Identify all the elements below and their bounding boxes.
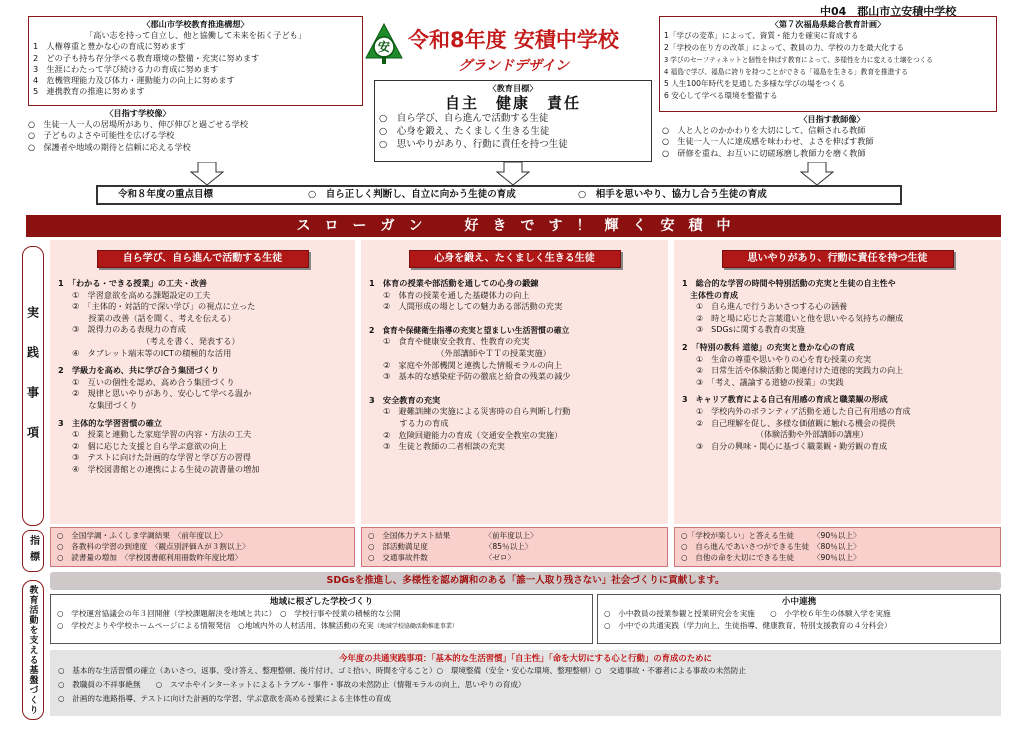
list-item: ② 個に応じた支援と自ら学ぶ意欲の向上 <box>72 440 227 451</box>
list-item: 2 どの子も持ち存分学べる教育環境の整備・充実に努めます <box>33 52 260 63</box>
list-item: ② 日常生活や体験活動と関連付けた道徳的実践力の向上 <box>696 366 904 376</box>
support-label-box <box>22 580 44 720</box>
city-plan-heading: 〈郡山市学校教育推進構想〉 <box>142 19 249 29</box>
support-label: 教育活動を支える基盤づくり <box>27 585 38 715</box>
list-item: 主体性の育成 <box>682 290 738 300</box>
list-item: 3 安全教育の充実 <box>369 394 441 405</box>
indicator-item: ○ 全国体力テスト結果 〈前年度以上〉 <box>368 531 538 540</box>
list-item: ③ テストに向けた計画的な学習と学び方の習得 <box>72 452 251 463</box>
list-item: 3 生涯にわたって学び続ける力の育成に努めます <box>33 63 219 74</box>
indicator-item: ○ 自ら進んであいさつができる生徒 〈80％以上〉 <box>681 542 861 551</box>
indicator-item: ○ 全国学調・ふくしま学調結果 〈前年度以上〉 <box>57 531 227 540</box>
indicator-item: ○ 自他の命を大切にできる生徒 〈90％以上〉 <box>681 553 861 562</box>
common-practice-box <box>50 650 1001 716</box>
column-title: 思いやりがあり、行動に責任を持つ生徒 <box>722 250 954 268</box>
community-line-1: ○ 学校運営協議会の年３回開催（学校課題解決を地域と共に） ○ 学校行事や授業の積極的な公開 <box>57 609 401 619</box>
list-item: する力の育成 <box>383 417 449 428</box>
list-item: 2「学校の在り方の改革」によって、教員の力、学校の力を最大化する <box>664 43 905 53</box>
list-item: ② 「主体的・対話的で深い学び」の視点に立った <box>72 301 256 312</box>
fukushima-plan-box <box>659 16 997 112</box>
list-item: ① 食育や健康安全教育、性教育の充実 <box>383 336 530 347</box>
practice-column-3 <box>674 240 1001 524</box>
list-item: ② 人間形成の場としての魅力ある部活動の充実 <box>383 301 563 312</box>
list-item: ○ 心身を鍛え、たくましく生きる生徒 <box>379 126 550 138</box>
list-item: 6 安心して学べる環境を整備する <box>664 91 778 101</box>
list-item: ○ 思いやりがあり、行動に責任を持つ生徒 <box>379 139 568 151</box>
list-item: （体験活動や外部講師の講座） <box>696 430 868 440</box>
list-item: 3 学びのセーフティネットと個性を伸ばす教育によって、多様性を力に変える土壌をつくる <box>664 56 933 65</box>
teacher-goal <box>662 114 1002 159</box>
list-item: ③ 基本的な感染症予防の徹底と給食の残菜の減少 <box>383 371 571 382</box>
list-item: ③ 自分の興味・関心に基づく職業観・勤労観の育成 <box>696 441 888 451</box>
elementary-link-title: 小中連携 <box>781 597 817 607</box>
indicator-box-1 <box>50 527 355 567</box>
list-item: 1 「わかる・できる授業」の工夫・改善 <box>58 278 207 288</box>
list-item: ③ 説得力のある表現力の育成 <box>72 324 186 335</box>
list-item: ② 家庭や外部機関と連携した情報モラルの向上 <box>383 359 563 370</box>
list-item: ① 授業と連動した家庭学習の内容・方法の工夫 <box>72 429 252 440</box>
elementary-link-line-2: ○ 小中での共通実践（学力向上、生徒指導、健康教育、特別支援教育の４分科会） <box>604 621 892 631</box>
indicator-item: ○ 交通事故件数 〈ゼロ〉 <box>368 553 516 562</box>
list-item: な集団づくり <box>72 399 138 410</box>
list-item: 3 キャリア教育による自己有用感の育成と職業観の形成 <box>682 395 888 405</box>
common-practice-line-2: ○ 教職員の不祥事絶無 ○ スマホやインターネットによるトラブル・事件・事故の未然防止（情報モラルの向上、思いやりの育成） <box>58 680 526 690</box>
list-item: ④ タブレット端末等のICTの積極的な活用 <box>72 347 232 358</box>
list-item: ② 時と場に応じた言葉遣いと他を思いやる気持ちの醸成 <box>696 313 904 323</box>
edu-goal-box <box>374 80 652 162</box>
list-item: ④ 学校図書館との連携による生徒の読書量の増加 <box>72 463 260 474</box>
page-subtitle: グランドデザイン <box>458 58 570 74</box>
list-item: ○ 生徒一人一人の居場所があり、伸び伸びと過ごせる学校 <box>28 119 249 130</box>
list-item: 3 主体的な学習習慣の確立 <box>58 417 162 428</box>
priority-item-1: ○ 自ら正しく判断し、自立に向かう生徒の育成 <box>308 189 516 200</box>
list-item: ○ 子どものよさや可能性を広げる学校 <box>28 130 175 141</box>
indicator-item: ○ 読書量の増加 〈学校図書館利用冊数昨年度比増〉 <box>57 553 243 562</box>
list-item: 授業の改善（話を聞く、考えを伝える） <box>72 312 236 323</box>
fukushima-plan-heading: 〈第７次福島県総合教育計画〉 <box>770 19 886 29</box>
list-item: ② 自己理解を促し、多様な価値観に触れる機会の提供 <box>696 418 896 428</box>
list-item: 1 体育の授業や部活動を通しての心身の鍛錬 <box>369 278 539 288</box>
page-title: 令和8年度 安積中学校 <box>408 28 619 52</box>
list-item: ① 自ら進んで行うあいさつする心の涵養 <box>696 302 848 312</box>
priority-item-2: ○ 相手を思いやり、協力し合う生徒の育成 <box>578 189 767 200</box>
common-practice-line-1: ○ 基本的な生活習慣の確立（あいさつ、返事、受け答え、整理整頓、後片付け、ゴミ拾い、時間を守ること）○ 環境整備（安全・安心な環境、整理整頓）○ 交通事故・不審者による事故の未然防止 <box>58 666 746 676</box>
list-item: 2 「特別の教科 道徳」の充実と豊かな心の育成 <box>682 342 855 352</box>
elementary-link-box <box>597 594 1001 644</box>
list-item: ① 生命の尊重や思いやりの心を育む授業の充実 <box>696 354 872 364</box>
priority-bar <box>96 185 902 205</box>
list-item: 1「学びの変革」によって、資質・能力を確実に育成する <box>664 31 859 41</box>
community-line-2 <box>57 620 586 633</box>
list-item: 5 人生100年時代を見通した多様な学びの場をつくる <box>664 79 846 89</box>
list-item: ② 規律と思いやりがあり、安心して学べる温か <box>72 388 252 399</box>
list-item: 1 総合的な学習の時間や特別活動の充実と生徒の自主性や <box>682 279 896 288</box>
teacher-goal-heading: 〈目指す教師像〉 <box>799 114 865 124</box>
indicator-box-2 <box>361 527 668 567</box>
list-item: ③ 生徒と教師の二者相談の充実 <box>383 441 505 452</box>
practice-column-1 <box>50 240 355 524</box>
column-title: 自ら学び、自ら進んで活動する生徒 <box>97 250 309 268</box>
column-list <box>369 278 660 453</box>
list-item: ○ 生徒一人一人に達成感を味わわせ、よさを伸ばす教師 <box>662 136 874 147</box>
list-item: ① 学習意欲を高める課題設定の工夫 <box>72 289 211 300</box>
community-box <box>50 594 593 644</box>
list-item: （考えを書く、発表する） <box>72 335 240 346</box>
indicator-item: ○ 各教科の学習の到達度 〈観点別評価Ａが３割以上〉 <box>57 542 250 551</box>
list-item: ③ SDGsに関する教育の実施 <box>696 325 805 335</box>
indicator-box-3 <box>674 527 1001 567</box>
city-plan-box <box>28 16 363 106</box>
list-item: 4 危機管理能力及び体力・運動能力の向上に努めます <box>33 75 235 86</box>
list-item: 4 福島で学び、福島に誇りを持つことができる「福島を生きる」教育を推進する <box>664 68 909 77</box>
list-item: ① 体育の授業を通した基礎体力の向上 <box>383 289 530 300</box>
indicator-label: 指標 <box>27 535 39 567</box>
list-item: ① 避難訓練の実施による災害時の自ら判断し行動 <box>383 406 571 417</box>
school-logo <box>364 22 404 66</box>
list-item: 2 学級力を高め、共に学び合う集団づくり <box>58 365 219 376</box>
city-plan-motto: 「高い志を持って自立し、他と協働して未来を拓く子ども」 <box>84 30 307 41</box>
community-line-2-note: （地域学校協働活動推進事業） <box>373 623 458 631</box>
school-goal <box>28 108 368 153</box>
priority-label: 令和８年度の重点目標 <box>118 189 214 200</box>
common-practice-line-3: ○ 計画的な進路指導、テストに向けた計画的な学習、学ぶ意欲を高める授業による主体性の育成 <box>58 694 391 704</box>
logo-char: 安 <box>377 40 390 54</box>
edu-goal-motto: 自主 健康 責任 <box>444 94 581 113</box>
list-item: ○ 研修を重ね、お互いに切磋琢磨し教師力を磨く教師 <box>662 147 866 158</box>
list-item: 2 食育や保健衛生指導の充実と望ましい生活習慣の確立 <box>369 325 570 335</box>
slogan-banner: ス ロ ー ガ ン 好 き で す ！ 輝 く 安 積 中 <box>26 215 1001 237</box>
community-title: 地域に根ざした学校づくり <box>269 597 374 607</box>
common-practice-title: 今年度の共通実践事項：「基本的な生活習慣」「自主性」「命を大切にする心と行動」の育成のために <box>339 653 712 663</box>
practice-label-box <box>22 246 44 526</box>
elementary-link-line-1: ○ 小中教員の授業参観と授業研究会を実施 ○ 小学校６年生の体験入学を実施 <box>604 609 891 619</box>
practice-column-2 <box>361 240 668 524</box>
list-item: ○ 自ら学び、自ら進んで活動する生徒 <box>379 113 549 125</box>
list-item: ① 学校内外のボランティア活動を通した自己有用感の育成 <box>696 406 911 416</box>
column-list <box>58 278 347 476</box>
list-item: （外部講師やＴＴの授業実施） <box>383 347 551 358</box>
list-item: ② 危険回避能力の育成（交通安全教室の実施） <box>383 429 563 440</box>
list-item: ③ 「考え、議論する道徳の授業」の実践 <box>696 377 844 387</box>
indicator-label-box <box>22 530 44 572</box>
indicator-item: ○「学校が楽しい」と答える生徒 〈90％以上〉 <box>681 531 861 540</box>
list-item: ○ 保護者や地域の期待と信頼に応える学校 <box>28 141 191 152</box>
list-item: ① 互いの個性を認め、高め合う集団づくり <box>72 376 235 387</box>
indicator-item: ○ 部活動満足度 〈85％以上〉 <box>368 542 533 551</box>
sdgs-banner: SDGsを推進し、多様性を認め調和のある「誰一人取り残さない」社会づくりに貢献します。 <box>50 572 1001 590</box>
list-item: 5 連携教育の推進に努めます <box>33 86 145 97</box>
list-item: 1 人権尊重と豊かな心の育成に努めます <box>33 41 186 52</box>
edu-goal-heading: 〈教育目標〉 <box>488 83 538 93</box>
column-title: 心身を鍛え、たくましく生きる生徒 <box>409 250 621 268</box>
school-code: 中04 郡山市立安積中学校 <box>820 5 957 18</box>
column-list <box>682 278 993 452</box>
school-goal-heading: 〈目指す学校像〉 <box>105 108 171 118</box>
city-plan-list <box>33 41 358 97</box>
list-item: ○ 人と人とのかかわりを大切にして、信頼される教師 <box>662 125 866 136</box>
practice-label: 実践事項 <box>25 306 40 466</box>
community-line-2-text: ○ 学校だよりや学校ホームページによる情報発信 ○地域内外の人材活用、体験活動の充実 <box>57 621 374 631</box>
